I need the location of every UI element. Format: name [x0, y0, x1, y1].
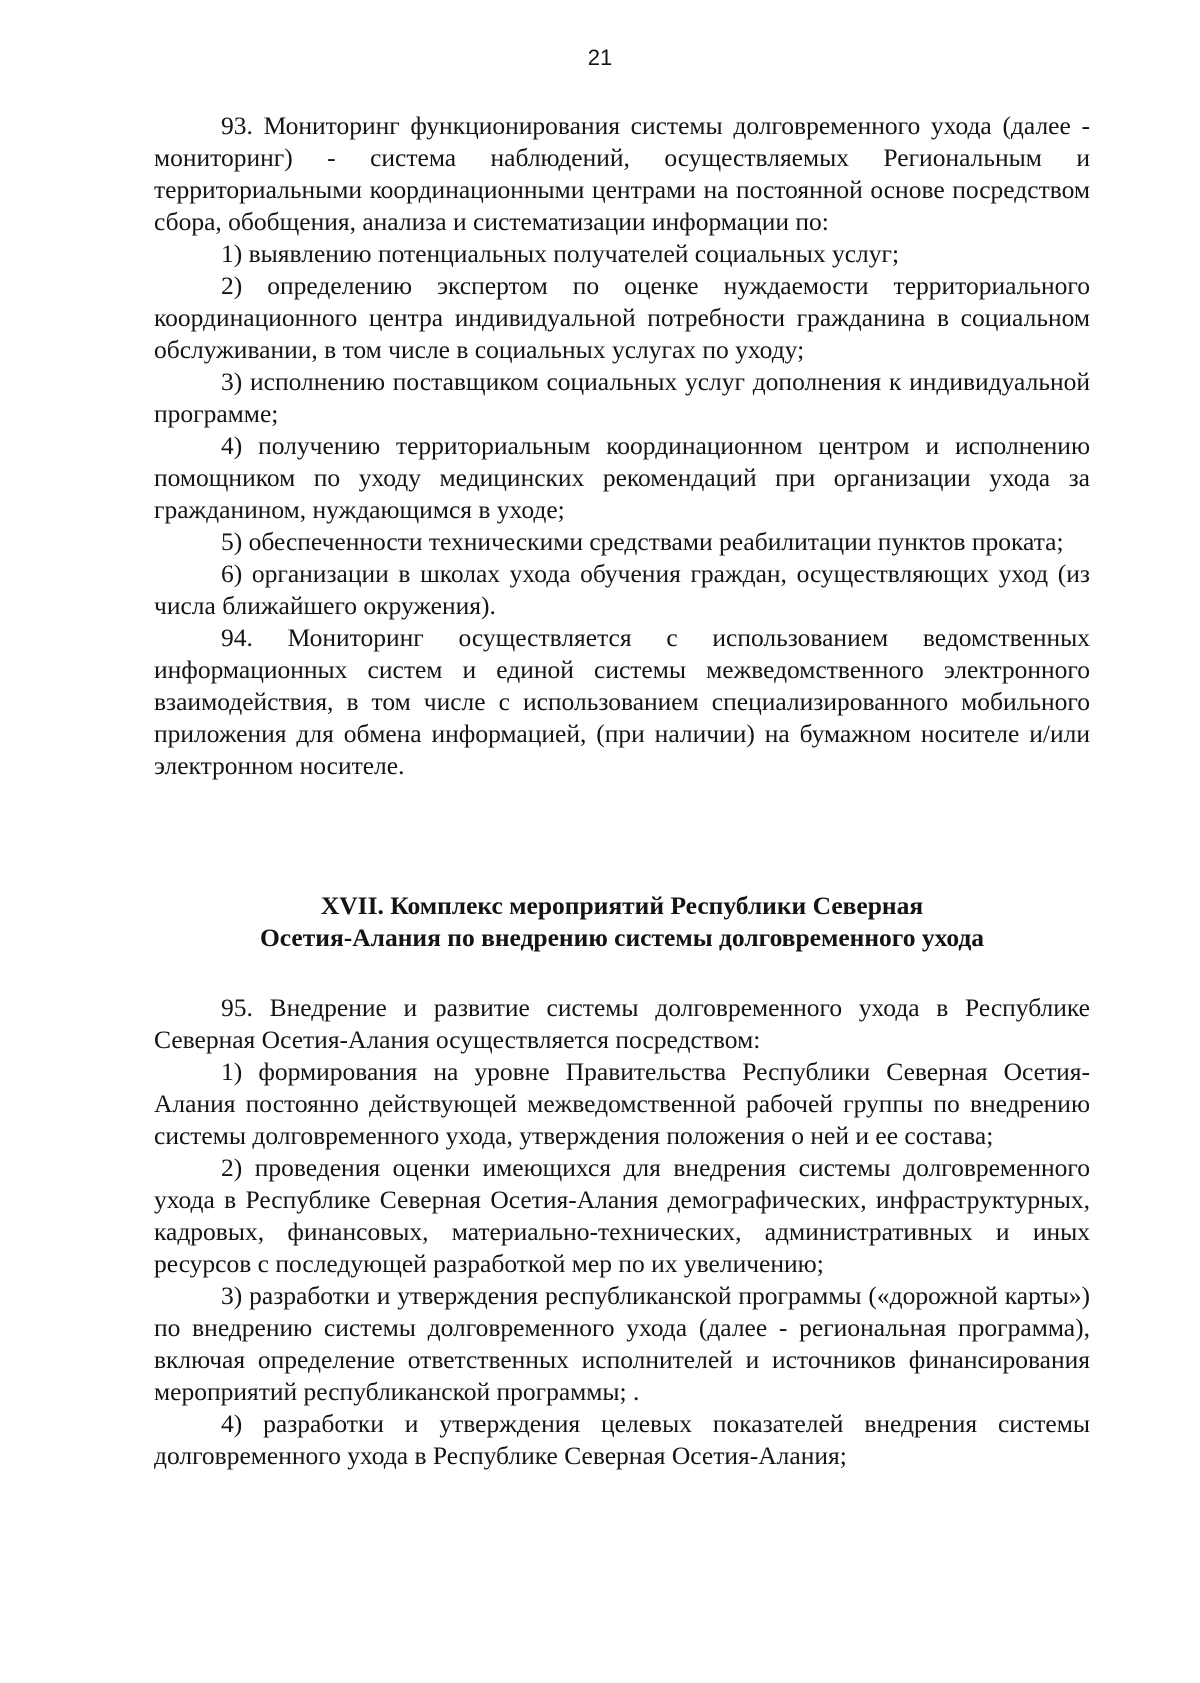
- section-heading: [154, 890, 1090, 954]
- list-item-93-3: 3) исполнению поставщиком социальных услуг дополнения к индивидуальной программе;: [154, 367, 1090, 428]
- paragraph-94: 94. Мониторинг осуществляется с использованием ведомственных информационных систем и единой системы межведомственного электронного взаимодействия, в том числе с использованием специализированного мобильного приложения для обмена информацией, (при наличии) на бумажном носителе и/или электронном носителе.: [154, 623, 1090, 780]
- document-body-top: [154, 110, 1090, 782]
- list-item-93-5: 5) обеспеченности техническими средствами реабилитации пунктов проката;: [221, 527, 1064, 556]
- list-item-95-3: 3) разработки и утверждения республиканской программы («дорожной карты») по внедрению системы долговременного ухода (далее - региональная программа), включая определение ответственных исполнителей и источников финансирования мероприятий республиканской программы; .: [154, 1281, 1090, 1406]
- list-item-95-1: 1) формирования на уровне Правительства Республики Северная Осетия-Алания постоянно действующей межведомственной рабочей группы по внедрению системы долговременного ухода, утверждения положения о ней и ее состава;: [154, 1057, 1090, 1150]
- document-body-bottom: [154, 992, 1090, 1472]
- list-item-93-2: 2) определению экспертом по оценке нуждаемости территориального координационного центра индивидуальной потребности гражданина в социальном обслуживании, в том числе в социальных услугах по уходу;: [154, 271, 1090, 364]
- list-item-95-2: 2) проведения оценки имеющихся для внедрения системы долговременного ухода в Республике Северная Осетия-Алания демографических, инфраструктурных, кадровых, финансовых, материально-технических, административных и иных ресурсов с последующей разработкой мер по их увеличению;: [154, 1153, 1090, 1278]
- paragraph-93: 93. Мониторинг функционирования системы долговременного ухода (далее - мониторинг) - система наблюдений, осуществляемых Региональным и территориальными координационными центрами на постоянной основе посредством сбора, обобщения, анализа и систематизации информации по:: [154, 111, 1090, 236]
- section-heading-line-1: XVII. Комплекс мероприятий Республики Северная: [320, 891, 924, 920]
- list-item-93-6: 6) организации в школах ухода обучения граждан, осуществляющих уход (из числа ближайшего окружения).: [154, 559, 1090, 620]
- list-item-93-4: 4) получению территориальным координационном центром и исполнению помощником по уходу медицинских рекомендаций при организации ухода за гражданином, нуждающимся в уходе;: [154, 431, 1090, 524]
- list-item-93-1: 1) выявлению потенциальных получателей социальных услуг;: [221, 239, 900, 268]
- section-heading-line-2: Осетия-Алания по внедрению системы долговременного ухода: [259, 923, 985, 952]
- page-number: 21: [587, 45, 613, 70]
- list-item-95-4: 4) разработки и утверждения целевых показателей внедрения системы долговременного ухода в Республике Северная Осетия-Алания;: [154, 1409, 1090, 1470]
- paragraph-95: 95. Внедрение и развитие системы долговременного ухода в Республике Северная Осетия-Алания осуществляется посредством:: [154, 993, 1090, 1054]
